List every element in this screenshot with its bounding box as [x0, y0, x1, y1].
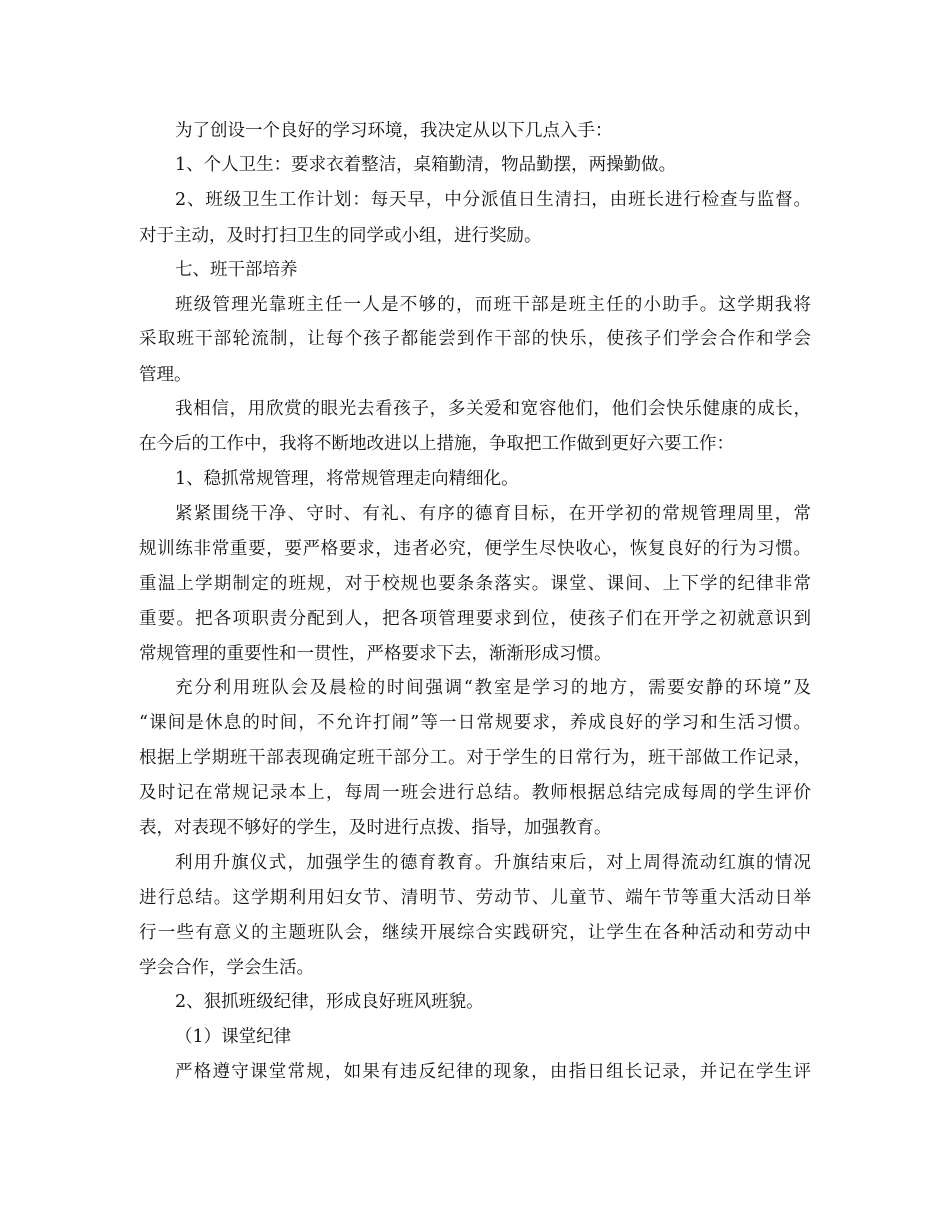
paragraph-line-14: 重温上学期制定的班规，对于校规也要条条落实。课堂、课间、上下学的纪律非常 — [139, 574, 811, 594]
paragraph-line-28: 严格遵守课堂常规，如果有违反纪律的现象，由指日组长记录，并记在学生评 — [175, 1062, 811, 1082]
paragraph-line-23: 进行总结。这学期利用妇女节、清明节、劳动节、儿童节、端午节等重大活动日举 — [139, 888, 811, 908]
paragraph-line-20: 及时记在常规记录本上，每周一班会进行总结。教师根据总结完成每周的学生评价 — [139, 783, 811, 803]
paragraph-line-16: 常规管理的重要性和一贯性，严格要求下去，渐渐形成习惯。 — [139, 644, 612, 664]
paragraph-line-3: 2、班级卫生工作计划：每天早，中分派值日生清扫，由班长进行检查与监督。 — [175, 190, 811, 210]
paragraph-line-21: 表，对表现不够好的学生，及时进行点拨、指导，加强教育。 — [139, 818, 612, 838]
paragraph-line-22: 利用升旗仪式，加强学生的德育教育。升旗结束后，对上周得流动红旗的情况 — [175, 853, 811, 873]
paragraph-line-9: 我相信，用欣赏的眼光去看孩子，多关爱和宽容他们，他们会快乐健康的成长， — [175, 399, 811, 419]
paragraph-line-12: 紧紧围绕干净、守时、有礼、有序的德育目标，在开学初的常规管理周里，常 — [175, 504, 811, 524]
subsection-heading: （1）课堂纪律 — [175, 1027, 292, 1047]
paragraph-line-17: 充分利用班队会及晨检的时间强调“教室是学习的地方，需要安静的环境”及 — [175, 678, 811, 698]
paragraph-line-19: 根据上学期班干部表现确定班干部分工。对于学生的日常行为，班干部做工作记录， — [139, 748, 811, 768]
paragraph-line-10: 在今后的工作中，我将不断地改进以上措施，争取把工作做到更好六要工作： — [139, 434, 734, 454]
paragraph-line-15: 重要。把各项职责分配到人，把各项管理要求到位，使孩子们在开学之初就意识到 — [139, 609, 811, 629]
paragraph-line-8: 管理。 — [139, 365, 192, 385]
paragraph-line-13: 规训练非常重要，要严格要求，违者必究，便学生尽快收心，恢复良好的行为习惯。 — [139, 539, 811, 559]
paragraph-line-24: 行一些有意义的主题班队会，继续开展综合实践研究，让学生在各种活动和劳动中 — [139, 923, 811, 943]
section-heading-7: 七、班干部培养 — [175, 260, 298, 280]
paragraph-line-1: 为了创设一个良好的学习环境，我决定从以下几点入手： — [175, 121, 613, 141]
paragraph-line-11: 1、稳抓常规管理，将常规管理走向精细化。 — [175, 469, 519, 489]
paragraph-line-2: 1、个人卫生：要求衣着整洁，桌箱勤清，物品勤摆，两操勤做。 — [175, 155, 677, 175]
paragraph-line-18: “课间是休息的时间，不允许打闹”等一日常规要求，养成良好的学习和生活习惯。 — [139, 713, 811, 733]
paragraph-line-7: 采取班干部轮流制，让每个孩子都能尝到作干部的快乐，使孩子们学会合作和学会 — [139, 329, 811, 349]
paragraph-line-25: 学会合作，学会生活。 — [139, 958, 314, 978]
paragraph-line-26: 2、狠抓班级纪律，形成良好班风班貌。 — [175, 992, 484, 1012]
paragraph-line-6: 班级管理光靠班主任一人是不够的，而班干部是班主任的小助手。这学期我将 — [175, 295, 811, 315]
paragraph-line-4: 对于主动，及时打扫卫生的同学或小组，进行奖励。 — [139, 226, 542, 246]
